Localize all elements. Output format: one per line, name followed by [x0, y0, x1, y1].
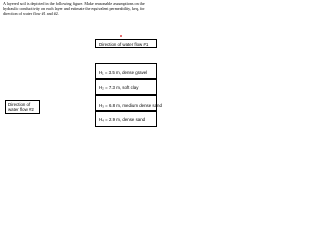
soil-layer-2 [95, 79, 157, 95]
red-dot-marker [120, 35, 122, 37]
layer-3-label: H₃ = 6.8 m, medium dense sand [99, 103, 162, 108]
slide [0, 0, 200, 159]
soil-layer-3 [95, 95, 162, 111]
layer-2-label: H₂ = 7.3 m, soft clay [99, 85, 139, 90]
flow-1-label: Direction of water flow #1 [95, 39, 157, 48]
soil-layer-1 [95, 63, 157, 79]
flow-2-label: Direction of water flow #2 [5, 100, 40, 114]
layer-1-label: H₁ = 3.5 m, dense gravel [99, 70, 148, 75]
question-text: A layered soil is depicted in the following figure. Make reasonable assumptions on the hydraulic conductivity on each layer and estimate the equivalent permeability, keq, for direction of water flow #1 and #2. [3, 1, 145, 16]
layer-4-label: H₄ = 2.9 m, dense sand [99, 117, 146, 122]
soil-layer-4 [95, 111, 157, 127]
